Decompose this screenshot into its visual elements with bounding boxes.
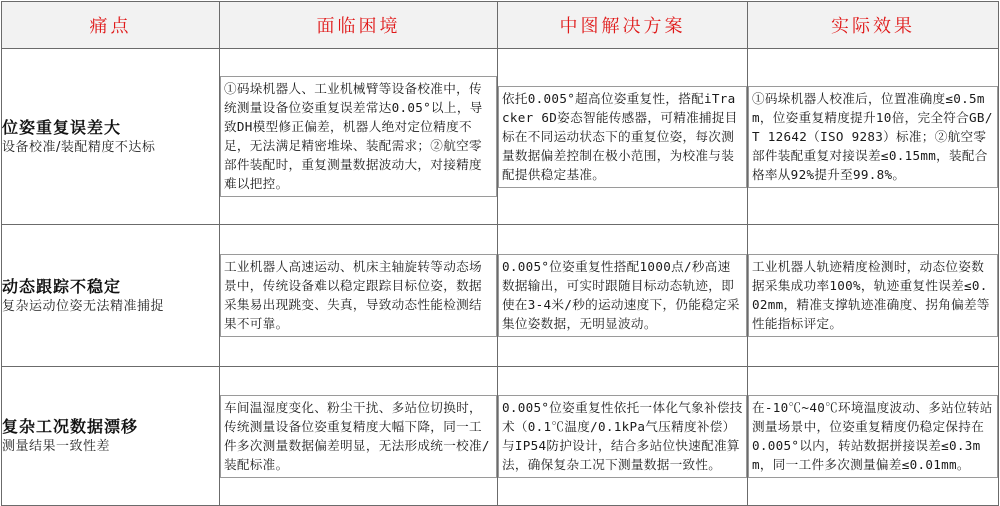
header-solution: 中图解决方案 — [498, 2, 748, 49]
solution-text: 依托0.005°超高位姿重复性，搭配iTracker 6D姿态智能传感器，可精准捕捉目标在不同运动状态下的重复位姿，每次测量数据偏差控制在极小范围，为校准与装配提供稳定基准。 — [498, 86, 747, 188]
effect-cell — [748, 225, 999, 367]
pain-title: 位姿重复误差大 — [2, 117, 122, 137]
table-row — [2, 49, 999, 225]
pain-cell — [2, 367, 220, 506]
header-pain-point: 痛点 — [2, 2, 220, 49]
pain-cell — [2, 225, 220, 367]
solution-cell — [498, 49, 748, 225]
solution-cell — [498, 367, 748, 506]
challenge-text: ①码垛机器人、工业机械臂等设备校准中，传统测量设备位姿重复误差常达0.05°以上，导致DH模型修正偏差，机器人绝对定位精度不足，无法满足精密堆垛、装配需求；②航空零部件装配时，重复测量数据波动大，对接精度难以把控。 — [220, 76, 497, 197]
solution-text: 0.005°位姿重复性依托一体化气象补偿技术（0.1℃温度/0.1kPa气压精度补偿）与IP54防护设计，结合多站位快速配准算法，确保复杂工况下测量数据一致性。 — [498, 395, 747, 478]
challenge-text: 车间温湿度变化、粉尘干扰、多站位切换时，传统测量设备位姿重复精度大幅下降，同一工件多次测量数据偏差明显，无法形成统一校准/装配标准。 — [220, 395, 497, 478]
effect-text: ①码垛机器人校准后，位置准确度≤0.5mm，位姿重复精度提升10倍，完全符合GB/T 12642（ISO 9283）标准；②航空零部件装配重复对接误差≤0.15mm，装配合格率从92%提升至99.8%。 — [748, 86, 998, 188]
pain-title: 动态跟踪不稳定 — [2, 276, 122, 296]
effect-text: 在-10℃~40℃环境温度波动、多站位转站测量场景中，位姿重复精度仍稳定保持在0.005°以内，转站数据拼接误差≤0.3mm，同一工件多次测量偏差≤0.01mm。 — [748, 395, 998, 478]
pain-subtitle: 复杂运动位姿无法精准捕捉 — [2, 298, 165, 314]
solution-cell — [498, 225, 748, 367]
challenge-text: 工业机器人高速运动、机床主轴旋转等动态场景中，传统设备难以稳定跟踪目标位姿，数据采集易出现跳变、失真，导致动态性能检测结果不可靠。 — [220, 254, 497, 337]
header-row — [2, 2, 999, 49]
effect-cell — [748, 49, 999, 225]
solution-text: 0.005°位姿重复性搭配1000点/秒高速数据输出，可实时跟随目标动态轨迹，即使在3-4米/秒的运动速度下，仍能稳定采集位姿数据，无明显波动。 — [498, 254, 747, 337]
header-effect: 实际效果 — [748, 2, 999, 49]
challenge-cell — [220, 49, 498, 225]
table-row — [2, 225, 999, 367]
comparison-table — [1, 1, 999, 506]
table-row — [2, 367, 999, 506]
header-challenge: 面临困境 — [220, 2, 498, 49]
pain-subtitle: 设备校准/装配精度不达标 — [2, 139, 156, 155]
effect-cell — [748, 367, 999, 506]
effect-text: 工业机器人轨迹精度检测时，动态位姿数据采集成功率100%，轨迹重复性误差≤0.02mm，精准支撑轨迹准确度、拐角偏差等性能指标评定。 — [748, 254, 998, 337]
pain-subtitle: 测量结果一致性差 — [2, 439, 111, 454]
pain-cell — [2, 49, 220, 225]
challenge-cell — [220, 225, 498, 367]
pain-title: 复杂工况数据漂移 — [2, 417, 139, 436]
challenge-cell — [220, 367, 498, 506]
